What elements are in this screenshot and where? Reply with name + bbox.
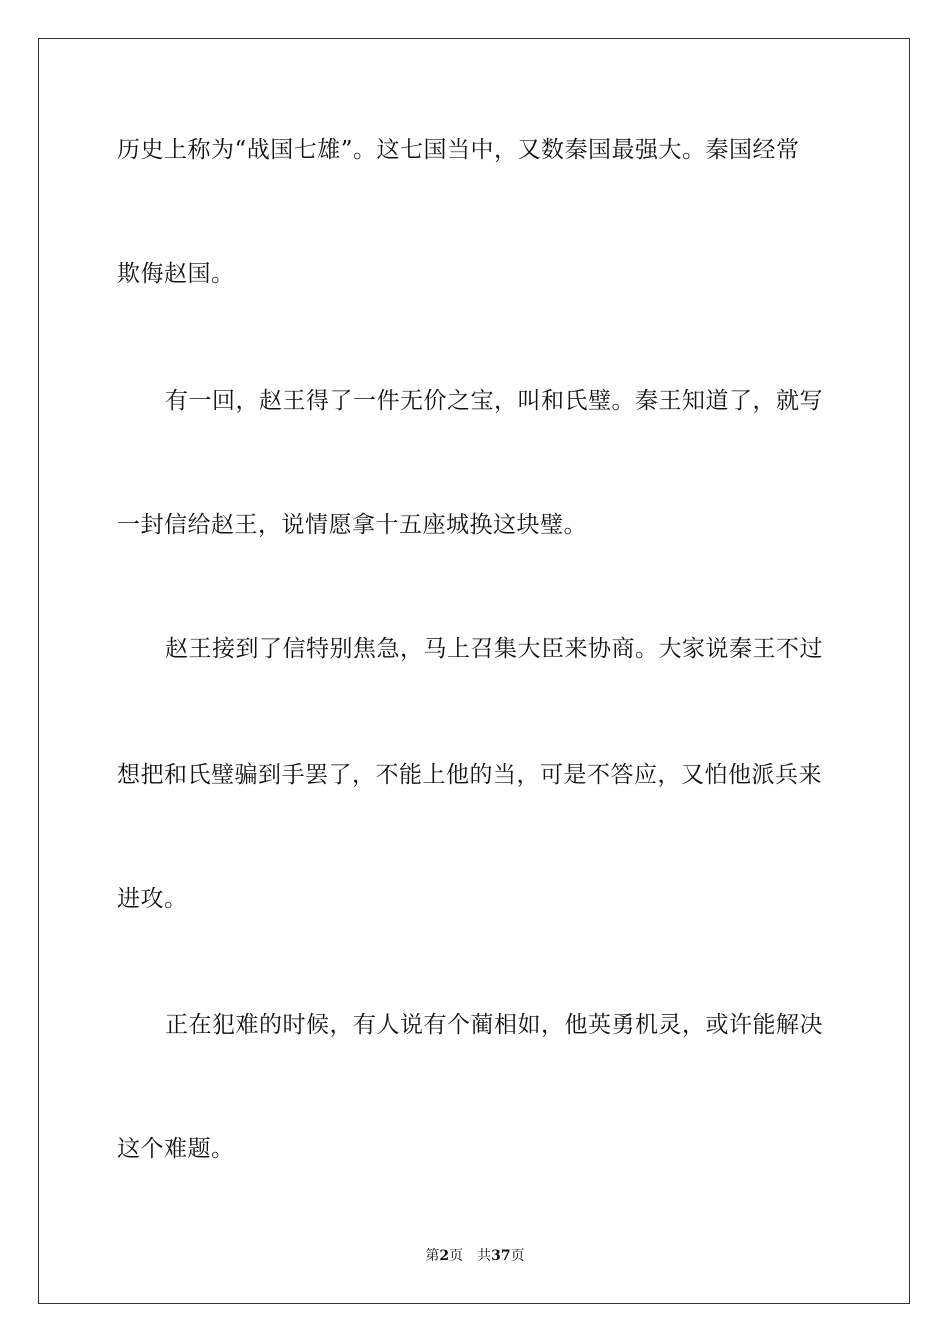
footer-total-suffix: 页 [510,1248,525,1264]
text-line-8: 正在犯难的时候，有人说有个蔺相如，他英勇机灵，或许能解决 [165,1012,823,1038]
page-footer [0,1247,950,1265]
text-line-4: 一封信给赵王，说情愿拿十五座城换这块璧。 [117,512,587,538]
page-border [38,38,910,1304]
text-line-7: 进攻。 [117,886,188,912]
text-line-5: 赵王接到了信特别焦急，马上召集大臣来协商。大家说秦王不过 [165,636,823,662]
text-line-1: 历史上称为“战国七雄”。这七国当中，又数秦国最强大。秦国经常 [117,137,800,163]
text-line-2: 欺侮赵国。 [117,261,235,287]
footer-total-prefix: 共 [477,1248,492,1264]
footer-page-prefix: 第 [425,1248,440,1264]
footer-page-suffix: 页 [449,1248,464,1264]
text-line-3: 有一回，赵王得了一件无价之宝，叫和氏璧。秦王知道了，就写 [165,388,823,414]
text-line-6: 想把和氏璧骗到手罢了，不能上他的当，可是不答应，又怕他派兵来 [117,762,822,788]
footer-page-number: 2 [439,1248,450,1264]
footer-total-pages: 37 [491,1248,511,1264]
text-line-9: 这个难题。 [117,1136,235,1162]
